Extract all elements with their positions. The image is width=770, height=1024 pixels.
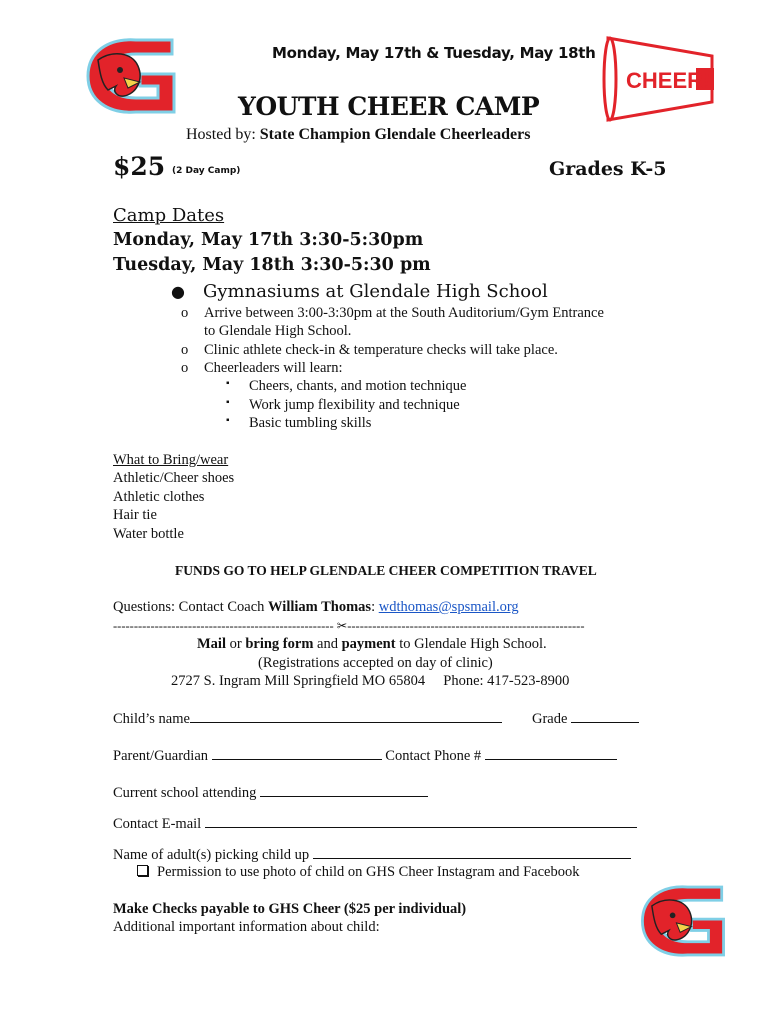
school-address: 2727 S. Ingram Mill Springfield MO 65804 Phone: 417-523-8900 [171,673,570,689]
registrations-note: (Registrations accepted on day of clinic) [258,655,493,671]
pickup-label: Name of adult(s) picking child up [113,847,310,863]
square-bullet: ▪ [226,415,230,426]
permission-checkbox[interactable] [137,865,148,876]
permission-row [137,864,579,881]
school-row [113,784,428,802]
grades: Grades K-5 [549,158,667,180]
square-bullet: ▪ [226,378,230,389]
checks-payable: Make Checks payable to GHS Cheer ($25 per individual) [113,901,467,917]
learn-item: Work jump flexibility and technique [249,397,460,413]
bring-item: Hair tie [113,507,157,523]
learn-item: Basic tumbling skills [249,415,372,431]
school-label: Current school attending [113,785,257,801]
child-name-row [113,710,502,728]
sub-item-learn: Cheerleaders will learn: [204,360,343,376]
email-field[interactable] [205,815,637,828]
funds-line: FUNDS GO TO HELP GLENDALE CHEER COMPETITION TRAVEL [175,563,597,578]
school-field[interactable] [260,784,428,797]
mail-word: Mail [197,636,226,652]
parent-field[interactable] [212,747,382,760]
sub-item-arrive-cont: to Glendale High School. [204,323,352,339]
contact-colon: : [371,599,379,615]
grade-row [532,710,639,728]
glendale-falcon-logo-top [78,34,184,118]
parent-label: Parent/Guardian [113,748,209,764]
sub-item-arrive: Arrive between 3:00-3:30pm at the South Auditorium/Gym Entrance [204,305,604,321]
location-text: Gymnasiums at Glendale High School [203,281,548,302]
child-name-field[interactable] [190,710,502,723]
camp-day-2: Tuesday, May 18th 3:30-5:30 pm [113,255,431,275]
camp-day-1: Monday, May 17th 3:30-5:30pm [113,230,424,250]
contact-prefix: Questions: Contact Coach [113,599,269,615]
price: $25 [113,152,166,181]
grade-label: Grade [532,711,568,727]
pickup-row [113,846,631,864]
sub-bullet: o [181,305,189,321]
bring-item: Athletic/Cheer shoes [113,470,235,486]
event-dates-line: Monday, May 17th & Tuesday, May 18th [272,44,596,62]
coach-email-link[interactable]: wdthomas@spsmail.org [378,599,519,615]
permission-label: Permission to use photo of child on GHS Cheer Instagram and Facebook [157,864,580,880]
grade-field[interactable] [571,710,639,723]
cheer-megaphone-graphic [600,32,716,124]
hosted-by-line [186,126,530,144]
hosted-name: State Champion Glendale Cheerleaders [259,126,531,143]
bring-form-word: bring form [245,636,314,652]
bring-item: Athletic clothes [113,489,205,505]
mail-to: to Glendale High School. [395,636,547,652]
megaphone-text: CHEER! [626,68,711,93]
email-row [113,815,637,833]
camp-dates-heading: Camp Dates [113,205,225,226]
mail-line [197,636,547,653]
cut-line: ----------------------------------------------------- ✂--------------------------------------------------------- [113,619,585,633]
learn-item: Cheers, chants, and motion technique [249,378,467,394]
location-bullet: ● [171,282,185,301]
additional-info-label: Additional important information about child: [113,919,380,935]
payment-word: payment [341,636,396,652]
coach-name: William Thomas [268,599,372,615]
pickup-field[interactable] [313,846,631,859]
price-note: (2 Day Camp) [172,166,241,176]
mail-and: and [313,636,342,652]
mail-or: or [226,636,246,652]
hosted-prefix: Hosted by: [186,126,260,143]
sub-bullet: o [181,342,189,358]
sub-bullet: o [181,360,189,376]
email-label: Contact E-mail [113,816,202,832]
contact-line [113,599,519,616]
contact-phone-field[interactable] [485,747,617,760]
parent-row [113,747,617,765]
sub-item-checkin: Clinic athlete check-in & temperature checks will take place. [204,342,558,358]
child-name-label: Child’s name [113,711,190,727]
square-bullet: ▪ [226,397,230,408]
bring-item: Water bottle [113,526,184,542]
page-title: YOUTH CHEER CAMP [238,92,540,121]
bring-heading: What to Bring/wear [113,452,229,468]
glendale-falcon-logo-bottom [633,880,733,962]
contact-phone-label: Contact Phone # [385,748,482,764]
